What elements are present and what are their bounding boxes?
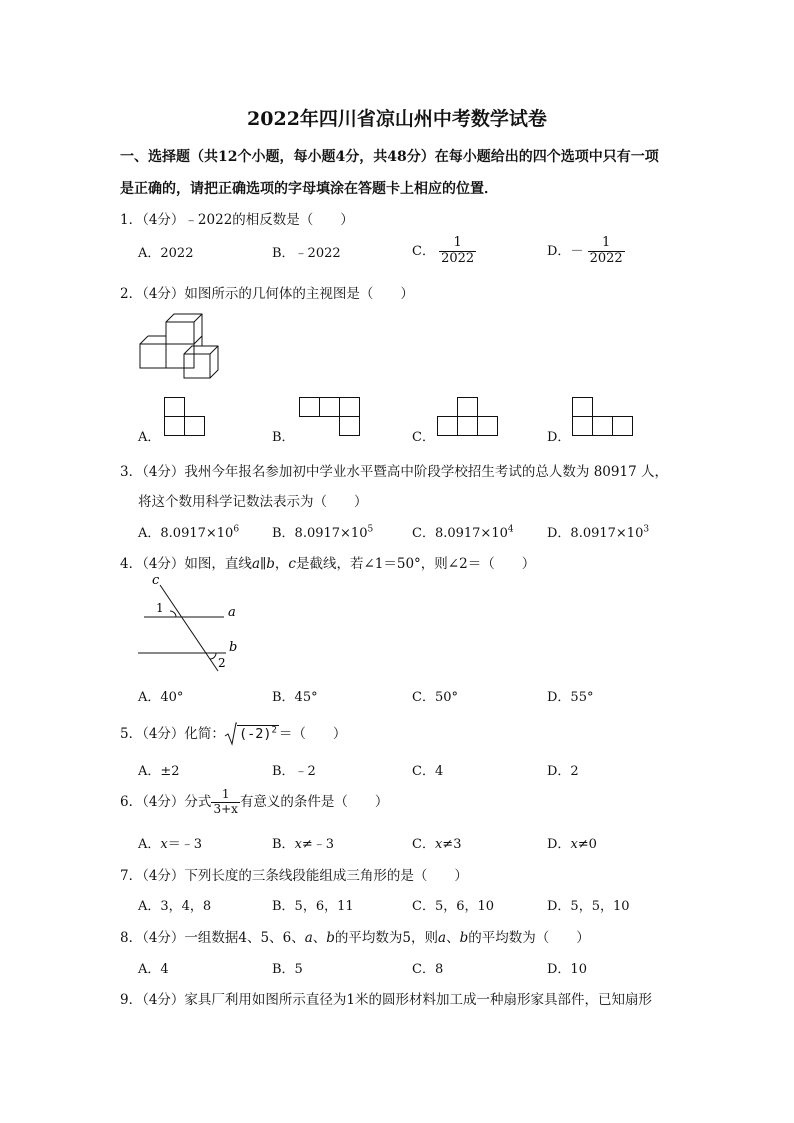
q1-option-d-denominator: 2022 xyxy=(589,250,623,266)
q7-option-c[interactable]: C．5，6，10 xyxy=(412,899,495,914)
q2-option-a[interactable]: A． xyxy=(138,430,161,445)
q2-option-a-view xyxy=(164,397,206,437)
q8-var-a-2: a xyxy=(438,930,447,946)
q6-stem-end: 有意义的条件是（ ） xyxy=(239,793,389,810)
q1-option-c-prefix: C． xyxy=(412,243,435,259)
q4-label-angle-1: 1 xyxy=(156,601,164,615)
q5-radicand-base: (-2) xyxy=(238,726,272,742)
q4-option-c[interactable]: C．50° xyxy=(412,690,458,705)
q7-option-d[interactable]: D．5，5，10 xyxy=(547,899,630,914)
q8-var-a: a xyxy=(304,930,313,946)
q5-option-c[interactable]: C．4 xyxy=(412,764,444,779)
q6-option-b[interactable] xyxy=(272,833,334,852)
page-title: 2022年四川省凉山州中考数学试卷 xyxy=(247,108,547,130)
q6-stem-start: 6．（4分）分式 xyxy=(120,793,212,810)
q3-option-d[interactable] xyxy=(547,522,649,541)
q5-stem-start: 5．（4分）化简： xyxy=(120,726,225,742)
question-9-stem: 9．（4分）家具厂利用如图所示直径为1米的圆形材料加工成一种扇形家具部件，已知扇形 xyxy=(120,992,653,1008)
q1-option-d-numerator: 1 xyxy=(588,236,625,252)
q2-solid-figure xyxy=(138,310,233,380)
q4-stem-start: 4．（4分）如图，直线 xyxy=(120,556,252,572)
q6-option-c-rest: ≠3 xyxy=(442,837,462,852)
q2-option-d[interactable]: D． xyxy=(547,430,571,445)
q6-option-d[interactable] xyxy=(547,833,597,852)
q5-sqrt-sign xyxy=(225,722,237,746)
q3-option-a[interactable] xyxy=(138,522,239,541)
q6-option-a[interactable] xyxy=(138,833,202,852)
q8-stem-end: 的平均数为（ ） xyxy=(468,930,590,946)
q1-option-c-denominator: 2022 xyxy=(441,250,475,266)
q5-option-d[interactable]: D．2 xyxy=(547,764,579,779)
q4-label-b: b xyxy=(229,640,238,655)
q8-var-b: b xyxy=(326,930,335,946)
q4-var-b: b xyxy=(266,556,275,572)
question-2-stem: 2．（4分）如图所示的几何体的主视图是（ ） xyxy=(120,286,414,302)
q4-parallel: ∥ xyxy=(260,556,267,572)
q6-option-d-prefix: D． xyxy=(547,837,571,852)
q8-stem-start: 8．（4分）一组数据4、5、6、 xyxy=(120,930,305,946)
q5-option-a[interactable]: A．±2 xyxy=(138,764,180,779)
q6-option-b-var: x xyxy=(294,837,302,852)
q2-option-d-view xyxy=(572,397,634,437)
q6-denominator: 3+x xyxy=(213,801,238,816)
q5-radicand xyxy=(237,725,279,742)
question-7-stem: 7．（4分）下列长度的三条线段能组成三角形的是（ ） xyxy=(120,868,468,884)
q8-separator-2: 、 xyxy=(446,930,460,946)
q1-option-d-prefix: D． xyxy=(547,243,571,259)
q2-option-c-view xyxy=(437,397,499,437)
q6-option-b-prefix: B． xyxy=(272,837,295,852)
q8-separator: 、 xyxy=(312,930,327,946)
q6-option-d-rest: ≠0 xyxy=(577,837,597,852)
q5-stem-end: ＝（ ） xyxy=(278,726,347,742)
q4-comma: ， xyxy=(274,556,289,572)
q4-parallel-lines-figure xyxy=(138,575,248,675)
q1-option-b[interactable]: B．﹣2022 xyxy=(272,246,341,261)
q3-option-a-exponent: 6 xyxy=(233,524,240,535)
q8-option-c[interactable]: C．8 xyxy=(412,962,444,977)
q5-radical xyxy=(225,726,279,743)
q6-option-c-var: x xyxy=(434,837,443,852)
q1-option-c-numerator: 1 xyxy=(439,236,476,252)
q1-option-a[interactable]: A．2022 xyxy=(138,246,194,261)
q2-option-b[interactable]: B． xyxy=(272,430,295,445)
q7-option-b[interactable]: B．5，6，11 xyxy=(272,899,354,914)
q3-option-c[interactable] xyxy=(412,522,514,541)
q3-option-b-text: B．8.0917×10 xyxy=(272,526,368,541)
q4-var-a: a xyxy=(251,556,260,572)
section-heading-line1: 一、选择题（共12个小题，每小题4分，共48分）在每小题给出的四个选项中只有一项 xyxy=(120,149,659,165)
q1-option-d-sign: － xyxy=(570,243,584,259)
q4-option-d[interactable]: D．55° xyxy=(547,690,594,705)
q8-option-b[interactable]: B．5 xyxy=(272,962,303,977)
q1-option-d[interactable] xyxy=(547,236,625,267)
q4-stem-end: 是截线，若∠1＝50°，则∠2＝（ ） xyxy=(295,556,536,572)
q7-option-a[interactable]: A．3，4，8 xyxy=(138,899,212,914)
q6-option-a-rest: ＝﹣3 xyxy=(167,837,203,852)
q8-stem-middle: 的平均数为5，则 xyxy=(334,930,439,946)
question-3-stem-line1: 3．（4分）我州今年报名参加初中学业水平暨高中阶段学校招生考试的总人数为 80917 人， xyxy=(120,464,668,480)
q5-option-b[interactable]: B．﹣2 xyxy=(272,764,316,779)
question-5-stem xyxy=(120,722,346,742)
q6-option-b-rest: ≠﹣3 xyxy=(301,837,335,852)
q4-option-a[interactable]: A．40° xyxy=(138,690,184,705)
q6-fraction xyxy=(211,788,239,817)
q3-option-b[interactable] xyxy=(272,522,373,541)
q4-label-c: c xyxy=(152,573,160,588)
question-4-stem xyxy=(120,552,535,572)
q3-option-d-text: D．8.0917×10 xyxy=(547,526,644,541)
q3-option-d-exponent: 3 xyxy=(643,524,650,535)
q4-option-b[interactable]: B．45° xyxy=(272,690,318,705)
question-3-stem-line2: 将这个数用科学记数法表示为（ ） xyxy=(138,494,368,510)
q3-option-c-exponent: 4 xyxy=(507,524,514,535)
q6-option-a-var: x xyxy=(160,837,168,852)
q5-radicand-exponent: 2 xyxy=(271,725,277,736)
q3-option-c-text: C．8.0917×10 xyxy=(412,526,508,541)
q4-var-c: c xyxy=(288,556,296,572)
q2-option-b-view xyxy=(299,397,361,437)
section-heading-line2: 是正确的，请把正确选项的字母填涂在答题卡上相应的位置． xyxy=(120,181,498,197)
q6-numerator: 1 xyxy=(211,788,239,803)
question-6-stem xyxy=(120,788,388,817)
q8-var-b-2: b xyxy=(459,930,469,946)
q6-option-c-prefix: C． xyxy=(412,837,435,852)
q6-option-c[interactable] xyxy=(412,833,461,852)
q4-label-a: a xyxy=(228,605,236,620)
q2-option-c[interactable]: C． xyxy=(412,430,435,445)
q4-label-angle-2: 2 xyxy=(218,656,226,670)
q6-option-a-prefix: A． xyxy=(138,837,161,852)
q6-option-d-var: x xyxy=(570,837,578,852)
q3-option-b-exponent: 5 xyxy=(367,524,374,535)
question-1-stem: 1．（4分）﹣2022的相反数是（ ） xyxy=(120,212,354,228)
q3-option-a-text: A．8.0917×10 xyxy=(138,526,234,541)
q8-option-a[interactable]: A．4 xyxy=(138,962,169,977)
q8-option-d[interactable]: D．10 xyxy=(547,962,587,977)
q1-option-c[interactable] xyxy=(412,236,476,267)
question-8-stem xyxy=(120,926,590,946)
